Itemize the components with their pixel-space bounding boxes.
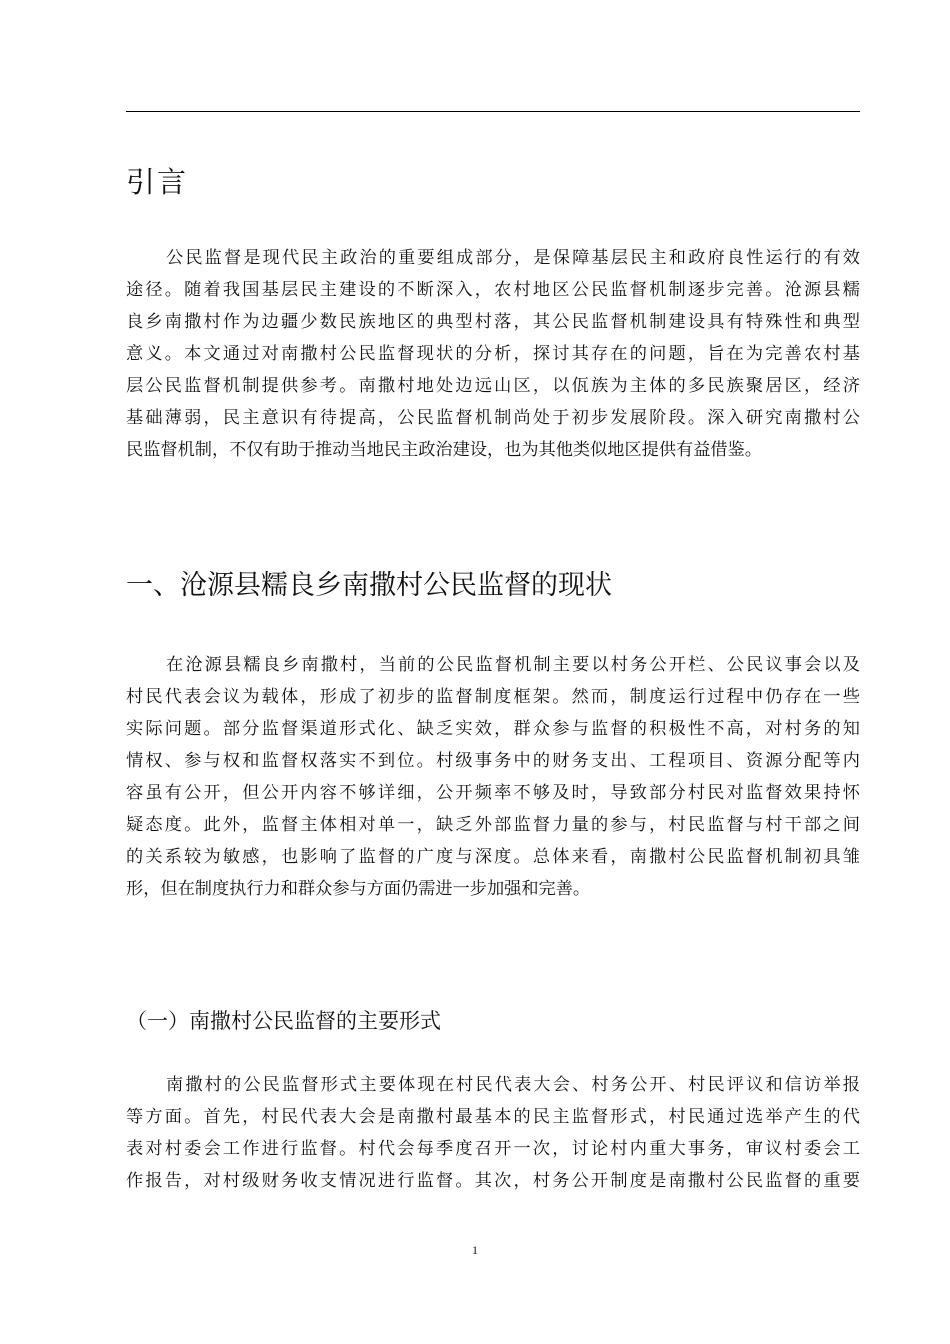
paragraph-line: 南撒村的公民监督形式主要体现在村民代表大会、村务公开、村民评议和信访举报 [166,1075,860,1095]
paragraph-line: 层公民监督机制提供参考。南撒村地处边远山区，以佤族为主体的多民族聚居区，经济 [126,376,860,396]
intro-paragraph [126,242,860,466]
paragraph-line: 等方面。首先，村民代表大会是南撒村最基本的民主监督形式，村民通过选举产生的代 [126,1107,860,1127]
paragraph-line: 作报告，对村级财务收支情况进行监督。其次，村务公开制度是南撒村公民监督的重要 [126,1171,860,1191]
paragraph-line: 途径。随着我国基层民主建设的不断深入，农村地区公民监督机制逐步完善。沧源县糯 [126,280,860,300]
intro-heading: 引言 [126,165,189,199]
header-divider [126,111,860,112]
paragraph-line: 村民代表会议为载体，形成了初步的监督制度框架。然而，制度运行过程中仍存在一些 [126,687,860,707]
paragraph-line: 民监督机制，不仅有助于推动当地民主政治建设，也为其他类似地区提供有益借鉴。 [126,440,762,460]
paragraph-line: 意义。本文通过对南撒村公民监督现状的分析，探讨其存在的问题，旨在为完善农村基 [126,344,860,364]
paragraph-line: 良乡南撒村作为边疆少数民族地区的典型村落，其公民监督机制建设具有特殊性和典型 [126,312,860,332]
paragraph-line: 形，但在制度执行力和群众参与方面仍需进一步加强和完善。 [126,879,591,899]
subsection-heading: （一）南撒村公民监督的主要形式 [126,1009,441,1033]
paragraph-line: 的关系较为敏感，也影响了监督的广度与深度。总体来看，南撒村公民监督机制初具雏 [126,847,860,867]
page-number: 1 [472,1243,478,1257]
paragraph-line: 情权、参与权和监督权落实不到位。村级事务中的财务支出、工程项目、资源分配等内 [126,751,860,771]
paragraph-line: 基础薄弱，民主意识有待提高，公民监督机制尚处于初步发展阶段。深入研究南撒村公 [126,408,860,428]
paragraph-line: 实际问题。部分监督渠道形式化、缺乏实效，群众参与监督的积极性不高，对村务的知 [126,719,860,739]
section-heading: 一、沧源县糯良乡南撒村公民监督的现状 [126,570,612,601]
paragraph-line: 在沧源县糯良乡南撒村，当前的公民监督机制主要以村务公开栏、公民议事会以及 [166,655,860,675]
section-paragraph [126,649,860,905]
paragraph-line: 疑态度。此外，监督主体相对单一，缺乏外部监督力量的参与，村民监督与村干部之间 [126,815,860,835]
subsection-paragraph [126,1069,860,1197]
paragraph-line: 表对村委会工作进行监督。村代会每季度召开一次，讨论村内重大事务，审议村委会工 [126,1139,860,1159]
paragraph-line: 公民监督是现代民主政治的重要组成部分，是保障基层民主和政府良性运行的有效 [166,248,860,268]
paragraph-line: 容虽有公开，但公开内容不够详细，公开频率不够及时，导致部分村民对监督效果持怀 [126,783,860,803]
